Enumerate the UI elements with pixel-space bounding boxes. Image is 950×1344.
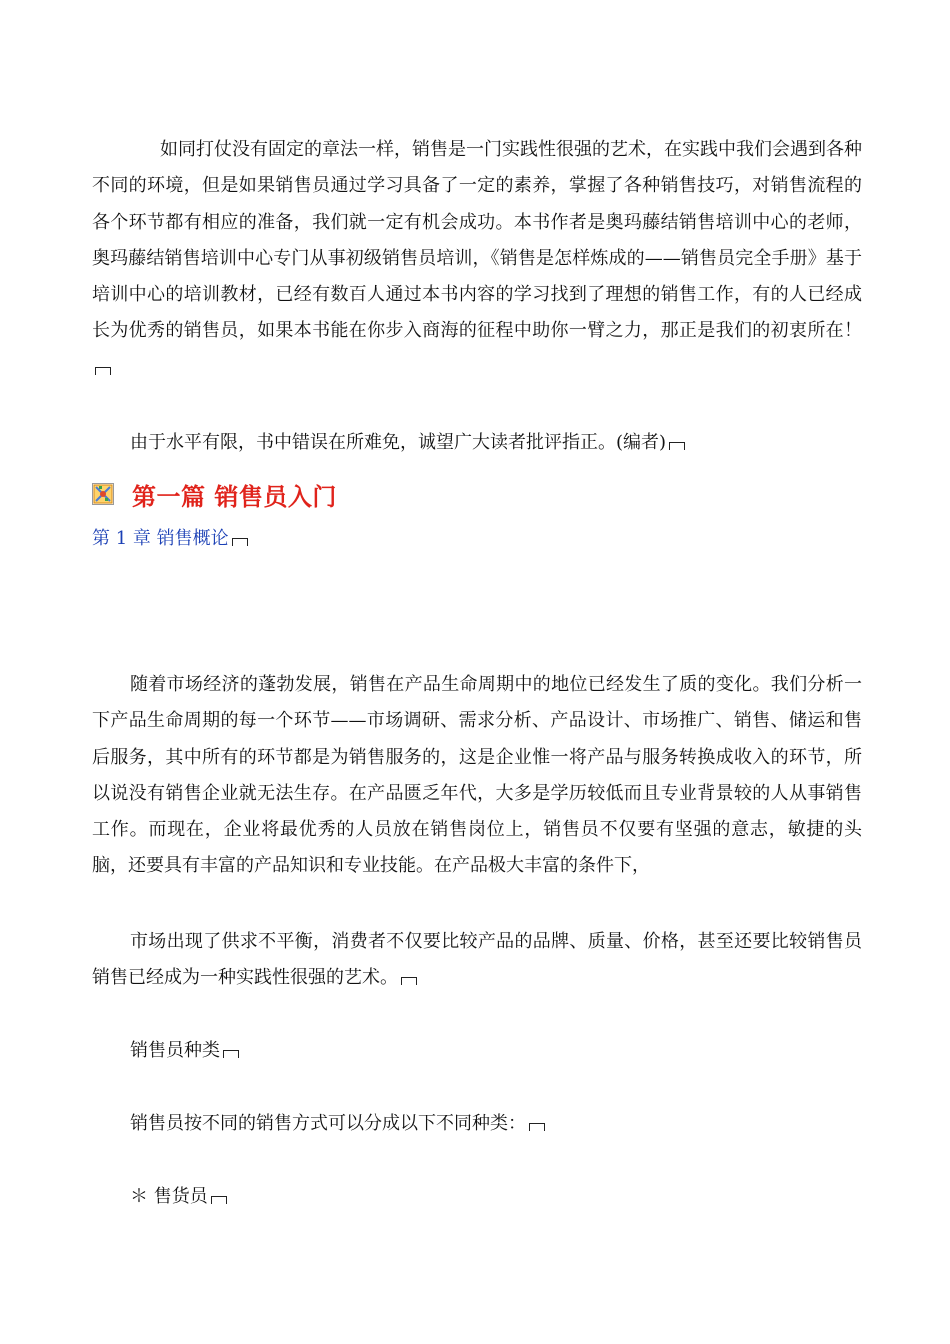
paragraph-mark-icon (529, 1123, 545, 1131)
body-paragraph-1-text: 随着市场经济的蓬勃发展，销售在产品生命周期中的地位已经发生了质的变化。我们分析一下产品生命周期的每一个环节——市场调研、需求分析、产品设计、市场推广、销售、储运和售后服务，其中所有的环节都是为销售服务的，这是企业惟一将产品与服务转换成收入的环节，所以说没有销售企业就无法生存。在产品匮乏年代，大多是学历较低而且专业背景较的人从事销售工作。而现在，企业将最优秀的人员放在销售岗位上，销售员不仅要有坚强的意志，敏捷的头脑，还要具有丰富的产品知识和专业技能。在产品极大丰富的条件下， (92, 674, 862, 877)
chapter-title: 第 1 章 销售概论 (92, 528, 229, 549)
section-heading (92, 1033, 862, 1069)
body-paragraph-1 (92, 667, 862, 885)
body-paragraph-3-text: 销售员按不同的销售方式可以分成以下不同种类： (130, 1113, 526, 1134)
chapter-heading (92, 525, 248, 553)
part-heading (92, 474, 337, 514)
intro-paragraph-text: 如同打仗没有固定的章法一样，销售是一门实践性很强的艺术，在实践中我们会遇到各种不同的环境，但是如果销售员通过学习具备了一定的素养，掌握了各种销售技巧，对销售流程的各个环节都有相应的准备，我们就一定有机会成功。本书作者是奥玛藤结销售培训中心的老师，奥玛藤结销售培训中心专门从事初级销售员培训，《销售是怎样炼成的——销售员完全手册》基于培训中心的培训教材，已经有数百人通过本书内容的学习找到了理想的销售工作，有的人已经成长为优秀的销售员，如果本书能在你步入商海的征程中助你一臂之力，那正是我们的初衷所在！ (92, 139, 862, 342)
paragraph-mark-icon (211, 1196, 227, 1204)
intro-note-text: 由于水平有限，书中错误在所难免，诚望广大读者批评指正。(编者) (130, 432, 667, 453)
body-paragraph-2 (92, 924, 862, 997)
intro-note (92, 425, 862, 461)
broken-image-icon (92, 483, 114, 505)
list-item-text: ＊ 售货员 (130, 1186, 208, 1207)
body-paragraph-2-text: 市场出现了供求不平衡，消费者不仅要比较产品的品牌、质量、价格，甚至还要比较销售员销售已经成为一种实践性很强的艺术。 (92, 931, 862, 989)
paragraph-mark-icon (223, 1050, 239, 1058)
paragraph-mark-icon (232, 538, 248, 546)
paragraph-mark-icon (669, 442, 685, 450)
list-item (92, 1179, 862, 1215)
paragraph-mark-icon (95, 367, 111, 375)
section-heading-text: 销售员种类 (130, 1040, 220, 1061)
intro-paragraph (92, 132, 862, 386)
part-title: 第一篇 销售员入门 (132, 482, 337, 511)
paragraph-mark-icon (401, 977, 417, 985)
body-paragraph-3 (92, 1106, 862, 1142)
